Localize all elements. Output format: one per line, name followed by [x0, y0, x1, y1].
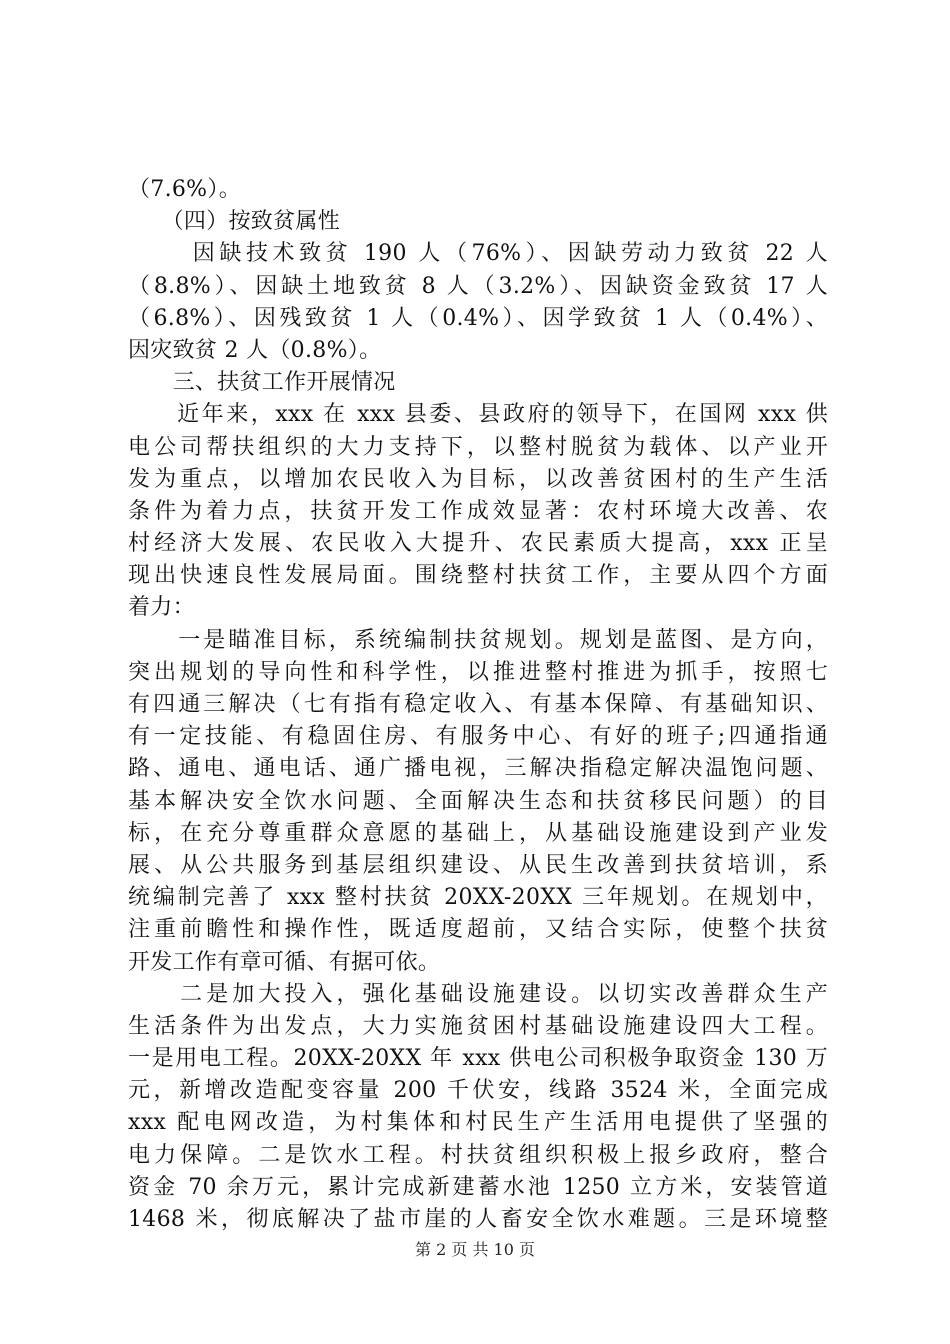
text-line: 电力保障。二是饮水工程。村扶贫组织积极上报乡政府，整合 — [128, 1142, 828, 1168]
text-line: 一是瞄准目标，系统编制扶贫规划。规划是蓝图、是方向， — [128, 627, 828, 653]
text-line: 发为重点，以增加农民收入为目标，以改善贫困村的生产生活 — [128, 466, 828, 492]
text-line: 因缺技术致贫 190 人（76%）、因缺劳动力致贫 22 人 — [128, 241, 828, 267]
body-text — [128, 174, 828, 1236]
text-line: 展、从公共服务到基层组织建设、从民生改善到扶贫培训，系 — [128, 852, 828, 878]
text-line: 现出快速良性发展局面。围绕整村扶贫工作，主要从四个方面 — [128, 563, 828, 589]
text-line: 突出规划的导向性和科学性，以推进整村推进为抓手，按照七 — [128, 659, 828, 685]
text-line: 有一定技能、有稳固住房、有服务中心、有好的班子;四通指通 — [128, 724, 828, 750]
text-line: 元，新增改造配变容量 200 千伏安，线路 3524 米，全面完成 — [128, 1078, 828, 1104]
text-line: 电公司帮扶组织的大力支持下，以整村脱贫为载体、以产业开 — [128, 434, 828, 460]
text-line: 资金 70 余万元，累计完成新建蓄水池 1250 立方米，安装管道 — [128, 1174, 828, 1200]
text-line: 二是加大投入，强化基础设施建设。以切实改善群众生产 — [128, 981, 828, 1007]
text-line: 生活条件为出发点，大力实施贫困村基础设施建设四大工程。 — [128, 1013, 828, 1039]
text-line: （6.8%）、因残致贫 1 人（0.4%）、因学致贫 1 人（0.4%）、 — [128, 305, 828, 331]
text-line: 基本解决安全饮水问题、全面解决生态和扶贫移民问题）的目 — [128, 788, 828, 814]
text-line: 路、通电、通电话、通广播电视，三解决指稳定解决温饱问题、 — [128, 756, 828, 782]
text-line: 近年来，xxx 在 xxx 县委、县政府的领导下，在国网 xxx 供 — [128, 402, 828, 428]
text-line: 村经济大发展、农民收入大提升、农民素质大提高，xxx 正呈 — [128, 531, 828, 557]
text-line: （四）按致贫属性 — [128, 209, 341, 235]
page-number-footer: 第 2 页 共 10 页 — [415, 1240, 535, 1259]
text-line: 注重前瞻性和操作性，既适度超前，又结合实际，使整个扶贫 — [128, 917, 828, 943]
text-line: 标，在充分尊重群众意愿的基础上，从基础设施建设到产业发 — [128, 820, 828, 846]
text-line: （7.6%）。 — [128, 177, 241, 202]
text-line: 着力： — [128, 595, 195, 621]
text-line: 一是用电工程。20XX-20XX 年 xxx 供电公司积极争取资金 130 万 — [128, 1046, 828, 1072]
section-heading: 三、扶贫工作开展情况 — [128, 370, 396, 396]
text-line: 开发工作有章可循、有据可依。 — [128, 949, 441, 975]
text-line: 统编制完善了 xxx 整村扶贫 20XX-20XX 三年规划。在规划中， — [128, 885, 828, 911]
text-line: 因灾致贫 2 人（0.8%）。 — [128, 337, 382, 363]
text-line: （8.8%）、因缺土地致贫 8 人（3.2%）、因缺资金致贫 17 人 — [128, 273, 828, 299]
text-line: xxx 配电网改造，为村集体和村民生产生活用电提供了坚强的 — [128, 1110, 828, 1136]
text-line: 条件为着力点，扶贫开发工作成效显著：农村环境大改善、农 — [128, 498, 828, 524]
text-line: 1468 米，彻底解决了盐市崖的人畜安全饮水难题。三是环境整 — [128, 1207, 828, 1232]
text-line: 有四通三解决（七有指有稳定收入、有基本保障、有基础知识、 — [128, 692, 828, 717]
